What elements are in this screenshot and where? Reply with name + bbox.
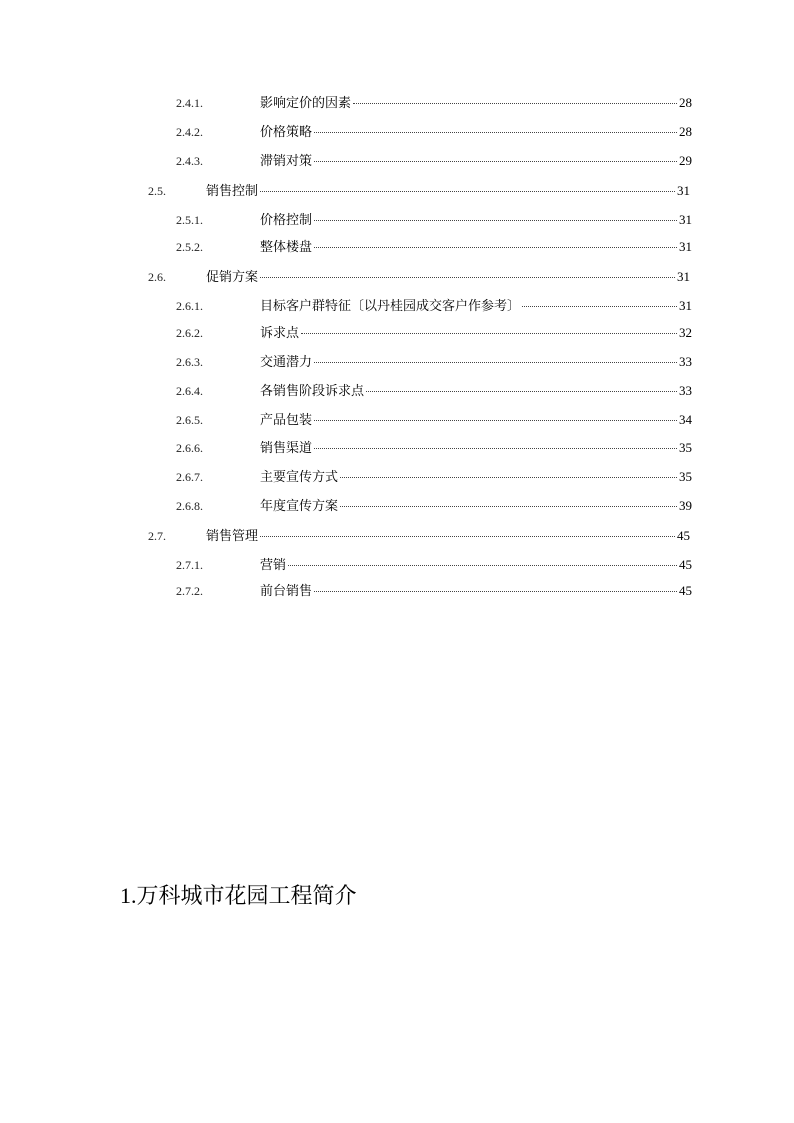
toc-entry-title: 各销售阶段诉求点 [260, 384, 365, 399]
toc-dot-leader [314, 161, 677, 162]
toc-entry-number: 2.6.6. [176, 441, 203, 455]
toc-entry-title: 主要宣传方式 [260, 470, 339, 485]
toc-entry-page: 34 [679, 412, 692, 427]
toc-entry[interactable] [176, 296, 692, 316]
toc-dot-leader [260, 191, 675, 192]
toc-entry-page: 45 [677, 528, 690, 543]
toc-dot-leader [260, 277, 675, 278]
toc-entry-number: 2.4.3. [176, 154, 203, 168]
section-heading-title: 万科城市花园工程简介 [136, 884, 357, 909]
toc-dot-leader [314, 247, 677, 248]
toc-entry-page: 32 [679, 325, 692, 340]
toc-dot-leader [340, 477, 677, 478]
toc-entry-number: 2.7.1. [176, 558, 203, 572]
toc-entry-number: 2.5.2. [176, 240, 203, 254]
section-heading-number: 1. [120, 883, 137, 908]
toc-entry-page: 31 [679, 212, 692, 227]
toc-entry-title: 销售管理 [206, 529, 259, 544]
toc-entry-page: 28 [679, 124, 692, 139]
toc-entry-title: 滞销对策 [260, 154, 313, 169]
toc-entry[interactable] [176, 410, 692, 430]
toc-entry-page: 45 [679, 557, 692, 572]
toc-entry[interactable] [176, 496, 692, 516]
toc-entry[interactable] [148, 526, 690, 546]
toc-entry-page: 31 [677, 269, 690, 284]
toc-entry-number: 2.7. [148, 529, 166, 543]
toc-entry-title: 诉求点 [260, 326, 300, 341]
toc-entry-number: 2.4.2. [176, 125, 203, 139]
toc-dot-leader [314, 420, 677, 421]
toc-entry-title: 前台销售 [260, 584, 313, 599]
toc-entry-title: 交通潜力 [260, 355, 313, 370]
toc-entry-number: 2.4.1. [176, 96, 203, 110]
toc-entry[interactable] [176, 237, 692, 257]
toc-entry-number: 2.6. [148, 270, 166, 284]
toc-entry-title: 目标客户群特征〔以丹桂园成交客户作参考〕 [260, 299, 521, 314]
toc-entry-page: 29 [679, 153, 692, 168]
toc-entry-number: 2.6.5. [176, 413, 203, 427]
toc-entry-number: 2.6.3. [176, 355, 203, 369]
toc-dot-leader [353, 103, 677, 104]
toc-dot-leader [301, 333, 677, 334]
toc-entry[interactable] [176, 467, 692, 487]
toc-entry[interactable] [176, 352, 692, 372]
toc-entry-page: 35 [679, 469, 692, 484]
toc-dot-leader [288, 565, 677, 566]
toc-entry[interactable] [176, 323, 692, 343]
toc-entry[interactable] [176, 438, 692, 458]
toc-entry[interactable] [176, 210, 692, 230]
toc-entry[interactable] [148, 267, 690, 287]
toc-entry-title: 价格策略 [260, 125, 313, 140]
toc-dot-leader [314, 132, 677, 133]
toc-dot-leader [522, 306, 677, 307]
toc-entry-page: 28 [679, 95, 692, 110]
toc-entry-number: 2.6.7. [176, 470, 203, 484]
toc-entry-title: 促销方案 [206, 270, 259, 285]
toc-entry[interactable] [176, 93, 692, 113]
toc-entry[interactable] [176, 555, 692, 575]
toc-dot-leader [314, 448, 677, 449]
toc-dot-leader [314, 591, 677, 592]
toc-entry-number: 2.5.1. [176, 213, 203, 227]
toc-entry[interactable] [176, 151, 692, 171]
toc-entry-title: 营销 [260, 558, 287, 573]
toc-entry-page: 33 [679, 354, 692, 369]
toc-entry-title: 产品包装 [260, 413, 313, 428]
section-heading [120, 880, 357, 913]
toc-entry-number: 2.6.8. [176, 499, 203, 513]
toc-entry-page: 39 [679, 498, 692, 513]
toc-dot-leader [366, 391, 677, 392]
toc-entry-page: 35 [679, 440, 692, 455]
toc-entry-title: 影响定价的因素 [260, 96, 352, 111]
toc-entry-title: 销售渠道 [260, 441, 313, 456]
toc-dot-leader [340, 506, 677, 507]
toc-entry-title: 整体楼盘 [260, 240, 313, 255]
toc-entry[interactable] [176, 122, 692, 142]
toc-entry-title: 销售控制 [206, 184, 259, 199]
toc-dot-leader [314, 362, 677, 363]
toc-entry-page: 45 [679, 583, 692, 598]
toc-dot-leader [314, 220, 677, 221]
toc-entry[interactable] [148, 181, 690, 201]
toc-entry-number: 2.6.4. [176, 384, 203, 398]
toc-entry-number: 2.6.2. [176, 326, 203, 340]
toc-entry-number: 2.7.2. [176, 584, 203, 598]
toc-entry-title: 价格控制 [260, 213, 313, 228]
toc-entry[interactable] [176, 581, 692, 601]
toc-entry-number: 2.5. [148, 184, 166, 198]
toc-entry-page: 31 [679, 239, 692, 254]
toc-entry-title: 年度宣传方案 [260, 499, 339, 514]
toc-entry-number: 2.6.1. [176, 299, 203, 313]
toc-dot-leader [260, 536, 675, 537]
toc-entry-page: 31 [677, 183, 690, 198]
toc-entry[interactable] [176, 381, 692, 401]
toc-entry-page: 33 [679, 383, 692, 398]
toc-entry-page: 31 [679, 298, 692, 313]
